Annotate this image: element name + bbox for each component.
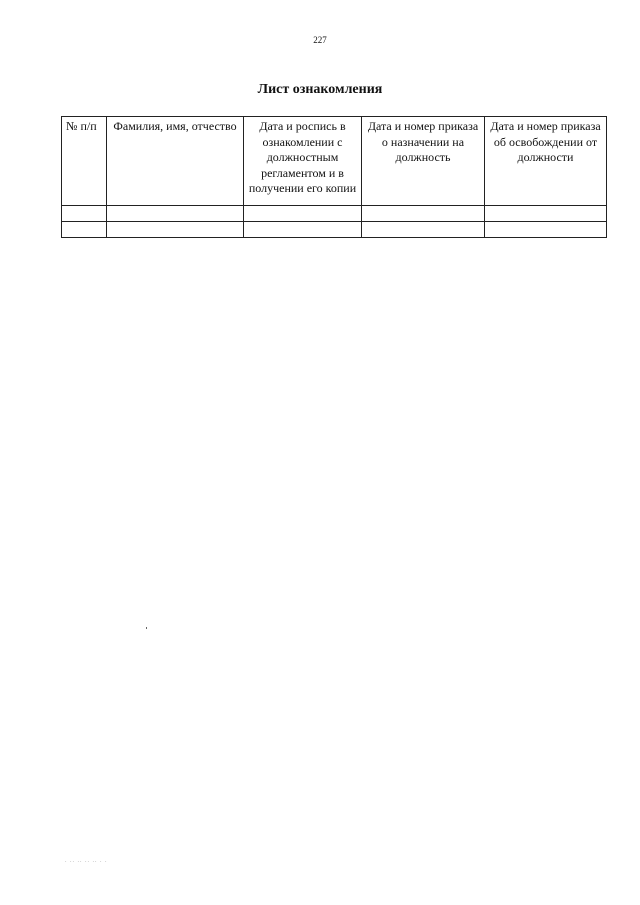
column-header-appointment-order: Дата и номер приказа о назначении на должность xyxy=(362,117,485,206)
table-cell xyxy=(485,206,607,222)
table-cell xyxy=(107,222,244,238)
footer-marks: . .. .. .. .. . . xyxy=(65,858,108,864)
table-row xyxy=(62,206,607,222)
table-cell xyxy=(244,222,362,238)
table-cell xyxy=(244,206,362,222)
page-number: 227 xyxy=(313,35,327,45)
column-header-signature-date: Дата и роспись в ознакомлении с должностным регламентом и в получении его копии xyxy=(244,117,362,206)
column-header-full-name: Фамилия, имя, отчество xyxy=(107,117,244,206)
table-cell xyxy=(362,222,485,238)
table-cell xyxy=(62,206,107,222)
table-cell xyxy=(362,206,485,222)
column-header-dismissal-order: Дата и номер приказа об освобождении от должности xyxy=(485,117,607,206)
scan-speck xyxy=(146,627,147,629)
table-row xyxy=(62,222,607,238)
table-header-row xyxy=(62,117,607,206)
table-cell xyxy=(62,222,107,238)
column-header-number: № п/п xyxy=(62,117,107,206)
page-title: Лист ознакомления xyxy=(257,82,383,97)
table-cell xyxy=(485,222,607,238)
table-cell xyxy=(107,206,244,222)
acknowledgment-table xyxy=(61,116,607,238)
